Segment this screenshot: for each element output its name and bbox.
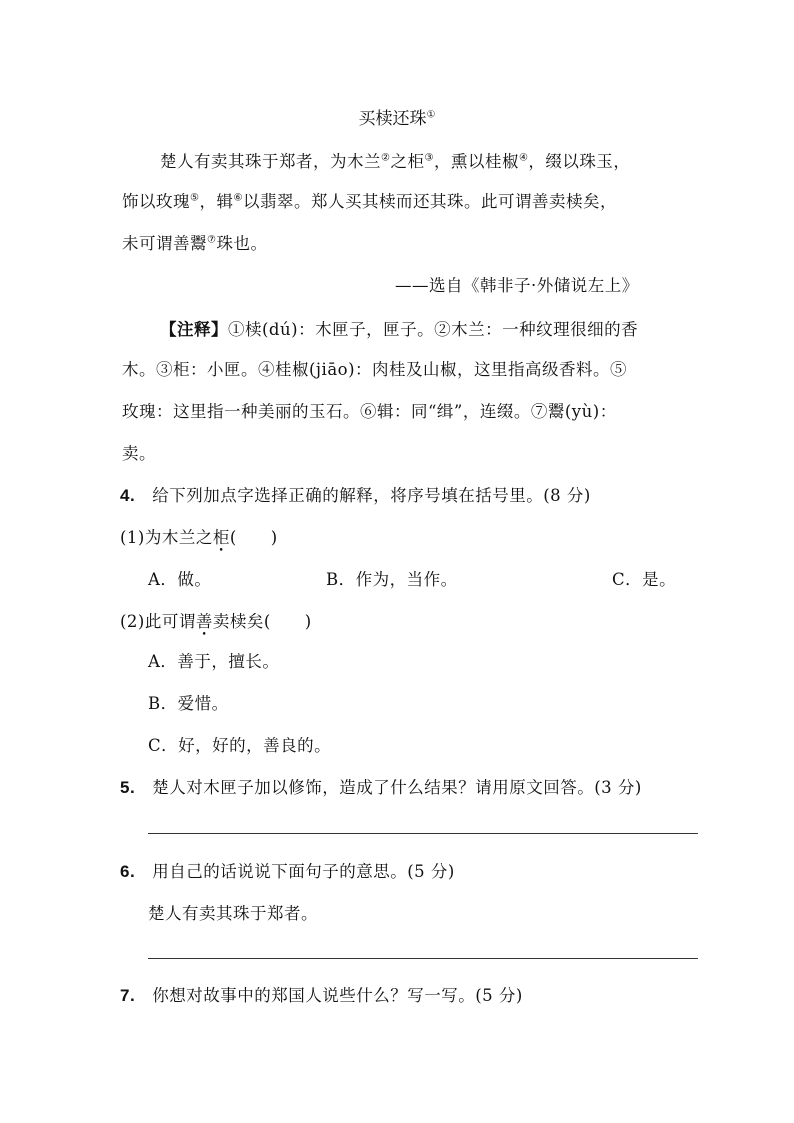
question-4-sub-2: (2)此可谓善卖椟矣( ) bbox=[120, 612, 312, 631]
q4-sub2-option-a: A．善于，擅长。 bbox=[148, 652, 280, 671]
q4-sub1-option-b: B．作为，当作。 bbox=[326, 570, 458, 589]
q6-sentence: 楚人有卖其珠于郑者。 bbox=[148, 904, 318, 923]
notes-line-3: 玫瑰：这里指一种美丽的玉石。⑥辑：同“缉”，连缀。⑦鬻(yù)： bbox=[122, 402, 617, 421]
q6-answer-line[interactable] bbox=[148, 958, 698, 959]
question-6: 6. 用自己的话说说下面句子的意思。(5 分) bbox=[120, 862, 455, 881]
notes-line-1: 【注释】①椟(dú)：木匣子，匣子。②木兰：一种纹理很细的香 bbox=[160, 320, 639, 339]
q4-sub1-option-a: A．做。 bbox=[148, 570, 212, 589]
q4-sub2-option-c: C．好，好的，善良的。 bbox=[148, 736, 332, 755]
q4-sub2-option-b: B．爱惜。 bbox=[148, 694, 229, 713]
notes-line-2: 木。③柜：小匣。④桂椒(jiāo)：肉桂及山椒，这里指高级香料。⑤ bbox=[122, 360, 628, 379]
question-5: 5. 楚人对木匣子加以修饰，造成了什么结果？请用原文回答。(3 分) bbox=[120, 778, 642, 797]
passage-line-2: 饰以玫瑰⑤，辑⑥以翡翠。郑人买其椟而还其珠。此可谓善卖椟矣， bbox=[122, 192, 617, 211]
passage-line-1: 楚人有卖其珠于郑者，为木兰②之柜③，熏以桂椒④，缀以珠玉， bbox=[160, 152, 631, 171]
passage-title: 买椟还珠① bbox=[358, 109, 436, 129]
passage-source: ——选自《韩非子·外储说左上》 bbox=[395, 276, 639, 295]
passage-line-3: 未可谓善鬻⑦珠也。 bbox=[122, 234, 268, 253]
question-4-sub-1: (1)为木兰之柜( ) bbox=[120, 528, 278, 547]
q4-sub1-option-c: C．是。 bbox=[612, 570, 677, 589]
q5-answer-line[interactable] bbox=[148, 833, 698, 834]
notes-line-4: 卖。 bbox=[122, 444, 156, 463]
question-4: 4. 给下列加点字选择正确的解释，将序号填在括号里。(8 分) bbox=[120, 486, 591, 505]
question-7: 7. 你想对故事中的郑国人说些什么？写一写。(5 分) bbox=[120, 986, 523, 1005]
